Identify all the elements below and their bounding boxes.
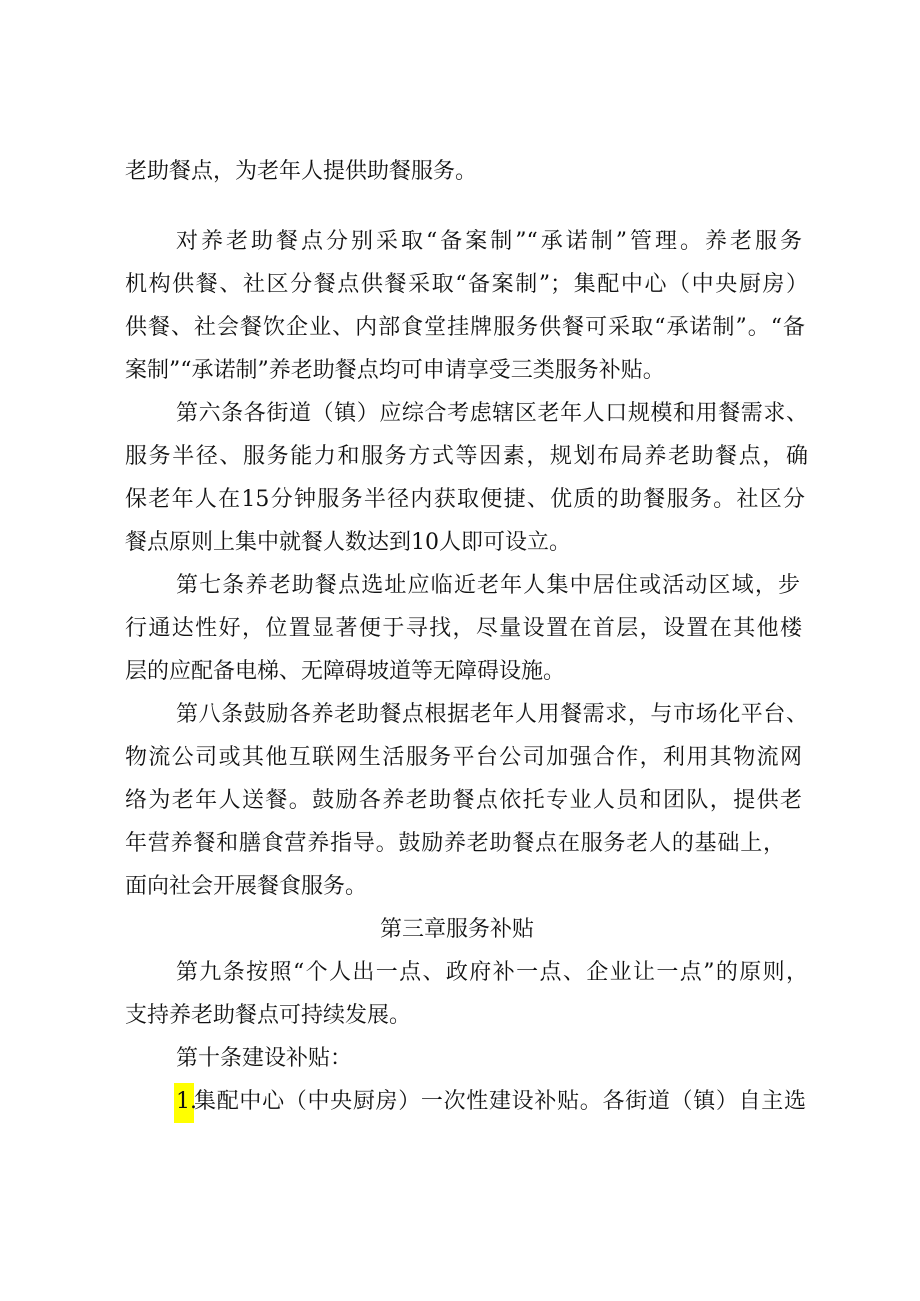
line-text: 行通达性好，位置显著便于寻找，尽量设置在首层，设置在其他楼 — [125, 616, 802, 641]
line-text: 第八条鼓励各养老助餐点根据老年人用餐需求，与市场化平台、 — [176, 702, 808, 727]
line-text: 餐点原则上集中就餐人数达到10人即可设立。 — [125, 530, 571, 555]
line-text: 络为老年人送餐。鼓励各养老助餐点依托专业人员和团队，提供老 — [125, 788, 802, 813]
line-text: 机构供餐、社区分餐点供餐采取“备案制”；集配中心（中央厨房） — [125, 272, 808, 297]
line-text: 集配中心（中央厨房）一次性建设补贴。各街道（镇）自主选 — [194, 1089, 806, 1114]
line-text: 供餐、社会餐饮企业、内部食堂挂牌服务供餐可采取“承诺制”。“备 — [125, 315, 805, 340]
text-line — [0, 1001, 920, 1031]
text-line — [0, 313, 920, 343]
text-line — [0, 614, 920, 644]
line-text: 服务半径、服务能力和服务方式等因素，规划布局养老助餐点，确 — [125, 444, 808, 469]
text-line — [0, 786, 920, 816]
line-text: 第七条养老助餐点选址应临近老年人集中居住或活动区域，步 — [176, 573, 800, 598]
text-line — [0, 485, 920, 515]
text-line — [0, 399, 920, 429]
text-line — [0, 872, 920, 902]
text-line — [0, 958, 920, 988]
line-text: 面向社会开展餐食服务。 — [125, 874, 368, 899]
line-text: 支持养老助餐点可持续发展。 — [125, 1003, 412, 1028]
line-text: 第六条各街道（镇）应综合考虑辖区老年人口规模和用餐需求、 — [176, 401, 808, 426]
text-line — [0, 571, 920, 601]
text-line — [0, 528, 920, 558]
line-text: 老助餐点，为老年人提供助餐服务。 — [125, 159, 478, 184]
text-line — [0, 356, 920, 386]
text-line — [0, 743, 920, 773]
text-line — [0, 442, 920, 472]
highlighted-item-number: 1. — [174, 1083, 194, 1123]
line-text: 案制”“承诺制”养老助餐点均可申请享受三类服务补贴。 — [125, 358, 665, 383]
line-text: 年营养餐和膳食营养指导。鼓励养老助餐点在服务老人的基础上， — [125, 831, 785, 856]
line-text: 第十条建设补贴： — [176, 1046, 353, 1071]
line-text: 对养老助餐点分别采取“备案制”“承诺制”管理。养老服务 — [176, 229, 802, 254]
chapter-heading — [0, 915, 920, 945]
text-line — [0, 1087, 920, 1117]
text-line — [0, 657, 920, 687]
text-line — [0, 270, 920, 300]
line-text: 保老年人在15分钟服务半径内获取便捷、优质的助餐服务。社区分 — [125, 487, 805, 512]
text-line — [0, 227, 920, 257]
text-line — [0, 829, 920, 859]
text-line — [0, 1044, 920, 1074]
text-line — [0, 157, 920, 187]
text-line — [0, 700, 920, 730]
line-text: 第九条按照“个人出一点、政府补一点、企业让一点”的原则， — [176, 960, 808, 985]
line-text: 物流公司或其他互联网生活服务平台公司加强合作，利用其物流网 — [125, 745, 802, 770]
chapter-heading-text: 第三章服务补贴 — [380, 917, 535, 942]
line-text: 层的应配备电梯、无障碍坡道等无障碍设施。 — [125, 659, 566, 684]
